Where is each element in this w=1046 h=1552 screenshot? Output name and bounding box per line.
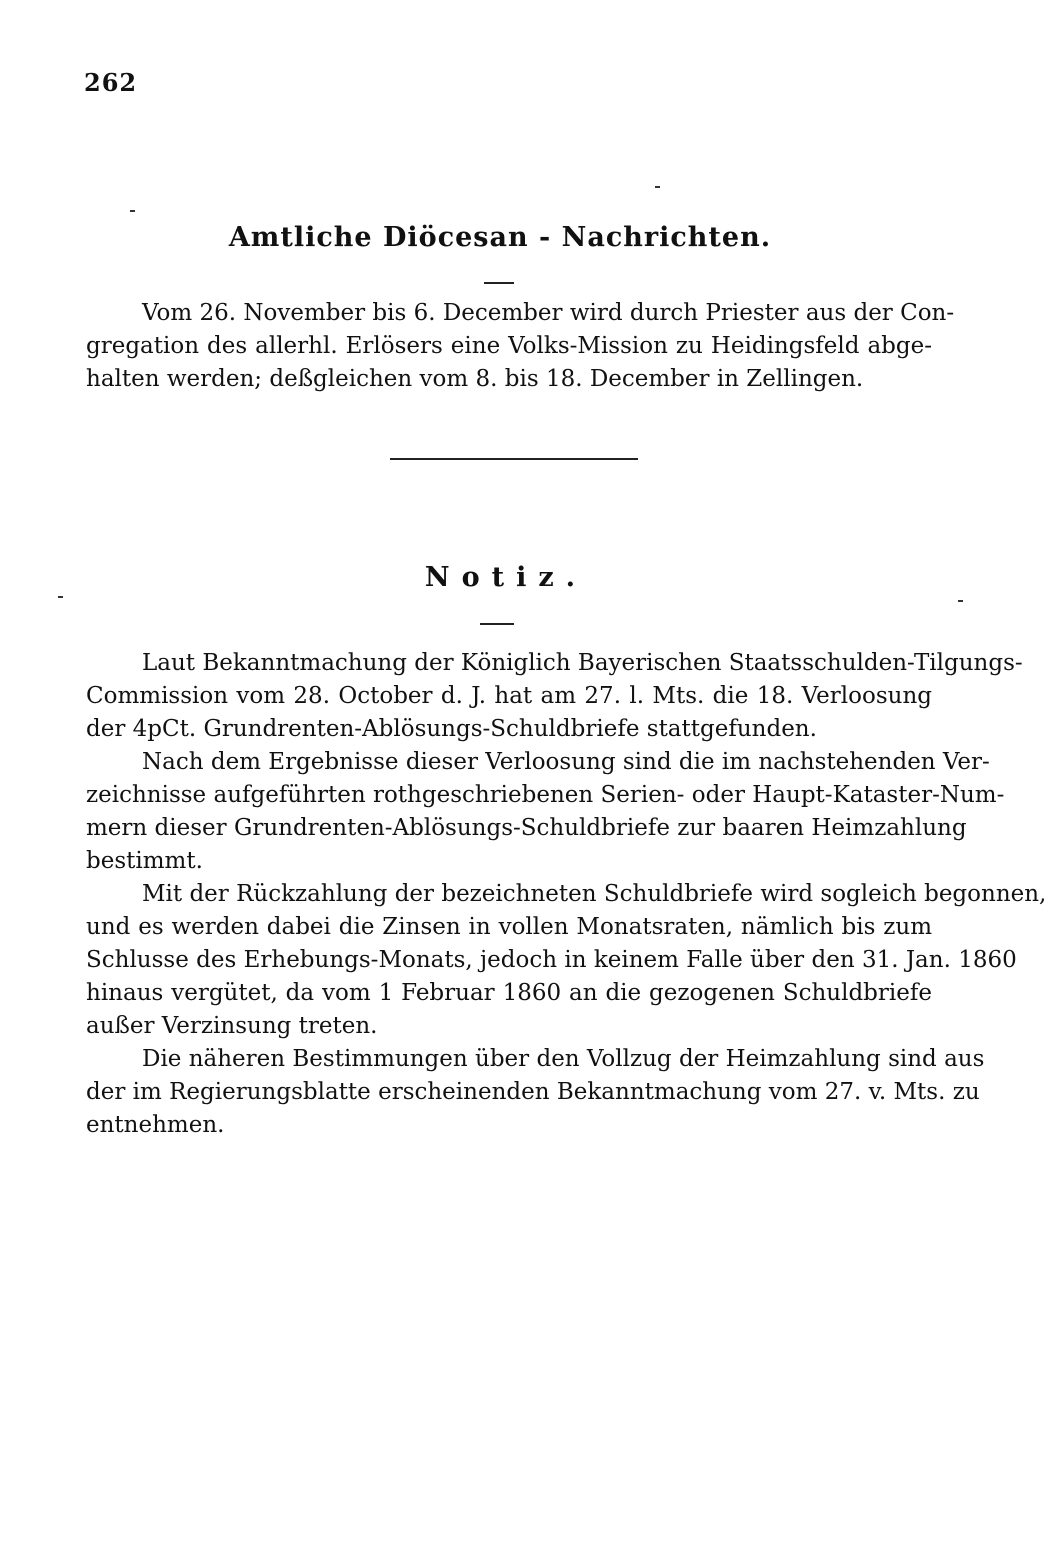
text-line: der im Regierungsblatte erscheinenden Bekanntmachung vom 27. v. Mts. zu <box>86 1079 980 1105</box>
scan-speck <box>130 210 135 212</box>
text-line: Commission vom 28. October d. J. hat am 27. l. Mts. die 18. Verloosung <box>86 683 932 709</box>
text-line: Vom 26. November bis 6. December wird durch Priester aus der Con- <box>142 300 955 326</box>
scan-speck <box>58 596 63 598</box>
scan-speck <box>958 600 963 602</box>
text-line: mern dieser Grundrenten-Ablösungs-Schuldbriefe zur baaren Heimzahlung <box>86 815 967 841</box>
text-line: und es werden dabei die Zinsen in vollen Monatsraten, nämlich bis zum <box>86 914 932 940</box>
text-line: gregation des allerhl. Erlösers eine Volks-Mission zu Heidingsfeld abge- <box>86 333 932 359</box>
text-line: Schlusse des Erhebungs-Monats, jedoch in keinem Falle über den 31. Jan. 1860 <box>86 947 1017 973</box>
section-title-diocesan-news: Amtliche Diöcesan - Nachrichten. <box>228 222 772 253</box>
text-line: Nach dem Ergebnisse dieser Verloosung sind die im nachstehenden Ver- <box>142 749 990 775</box>
scan-speck <box>655 186 660 188</box>
text-line: außer Verzinsung treten. <box>86 1013 378 1039</box>
text-line: Mit der Rückzahlung der bezeichneten Schuldbriefe wird sogleich begonnen, <box>142 881 1046 907</box>
section-divider <box>390 458 638 460</box>
text-line: hinaus vergütet, da vom 1 Februar 1860 an die gezogenen Schuldbriefe <box>86 980 932 1006</box>
text-line: halten werden; deßgleichen vom 8. bis 18. December in Zellingen. <box>86 366 864 392</box>
text-line: bestimmt. <box>86 848 203 874</box>
text-line: Die näheren Bestimmungen über den Vollzug der Heimzahlung sind aus <box>142 1046 985 1072</box>
page-number: 262 <box>84 68 138 97</box>
text-line: entnehmen. <box>86 1112 225 1138</box>
text-line: Laut Bekanntmachung der Königlich Bayerischen Staatsschulden-Tilgungs- <box>142 650 1023 676</box>
section-title-notice: Notiz. <box>424 562 588 593</box>
notice-paragraphs <box>86 647 1046 1142</box>
text-line: zeichnisse aufgeführten rothgeschriebenen Serien- oder Haupt-Kataster-Num- <box>86 782 1005 808</box>
diocesan-news-paragraph <box>86 297 955 396</box>
text-line: der 4pCt. Grundrenten-Ablösungs-Schuldbriefe stattgefunden. <box>86 716 817 742</box>
title-underline <box>480 623 514 625</box>
title-underline <box>484 282 514 284</box>
